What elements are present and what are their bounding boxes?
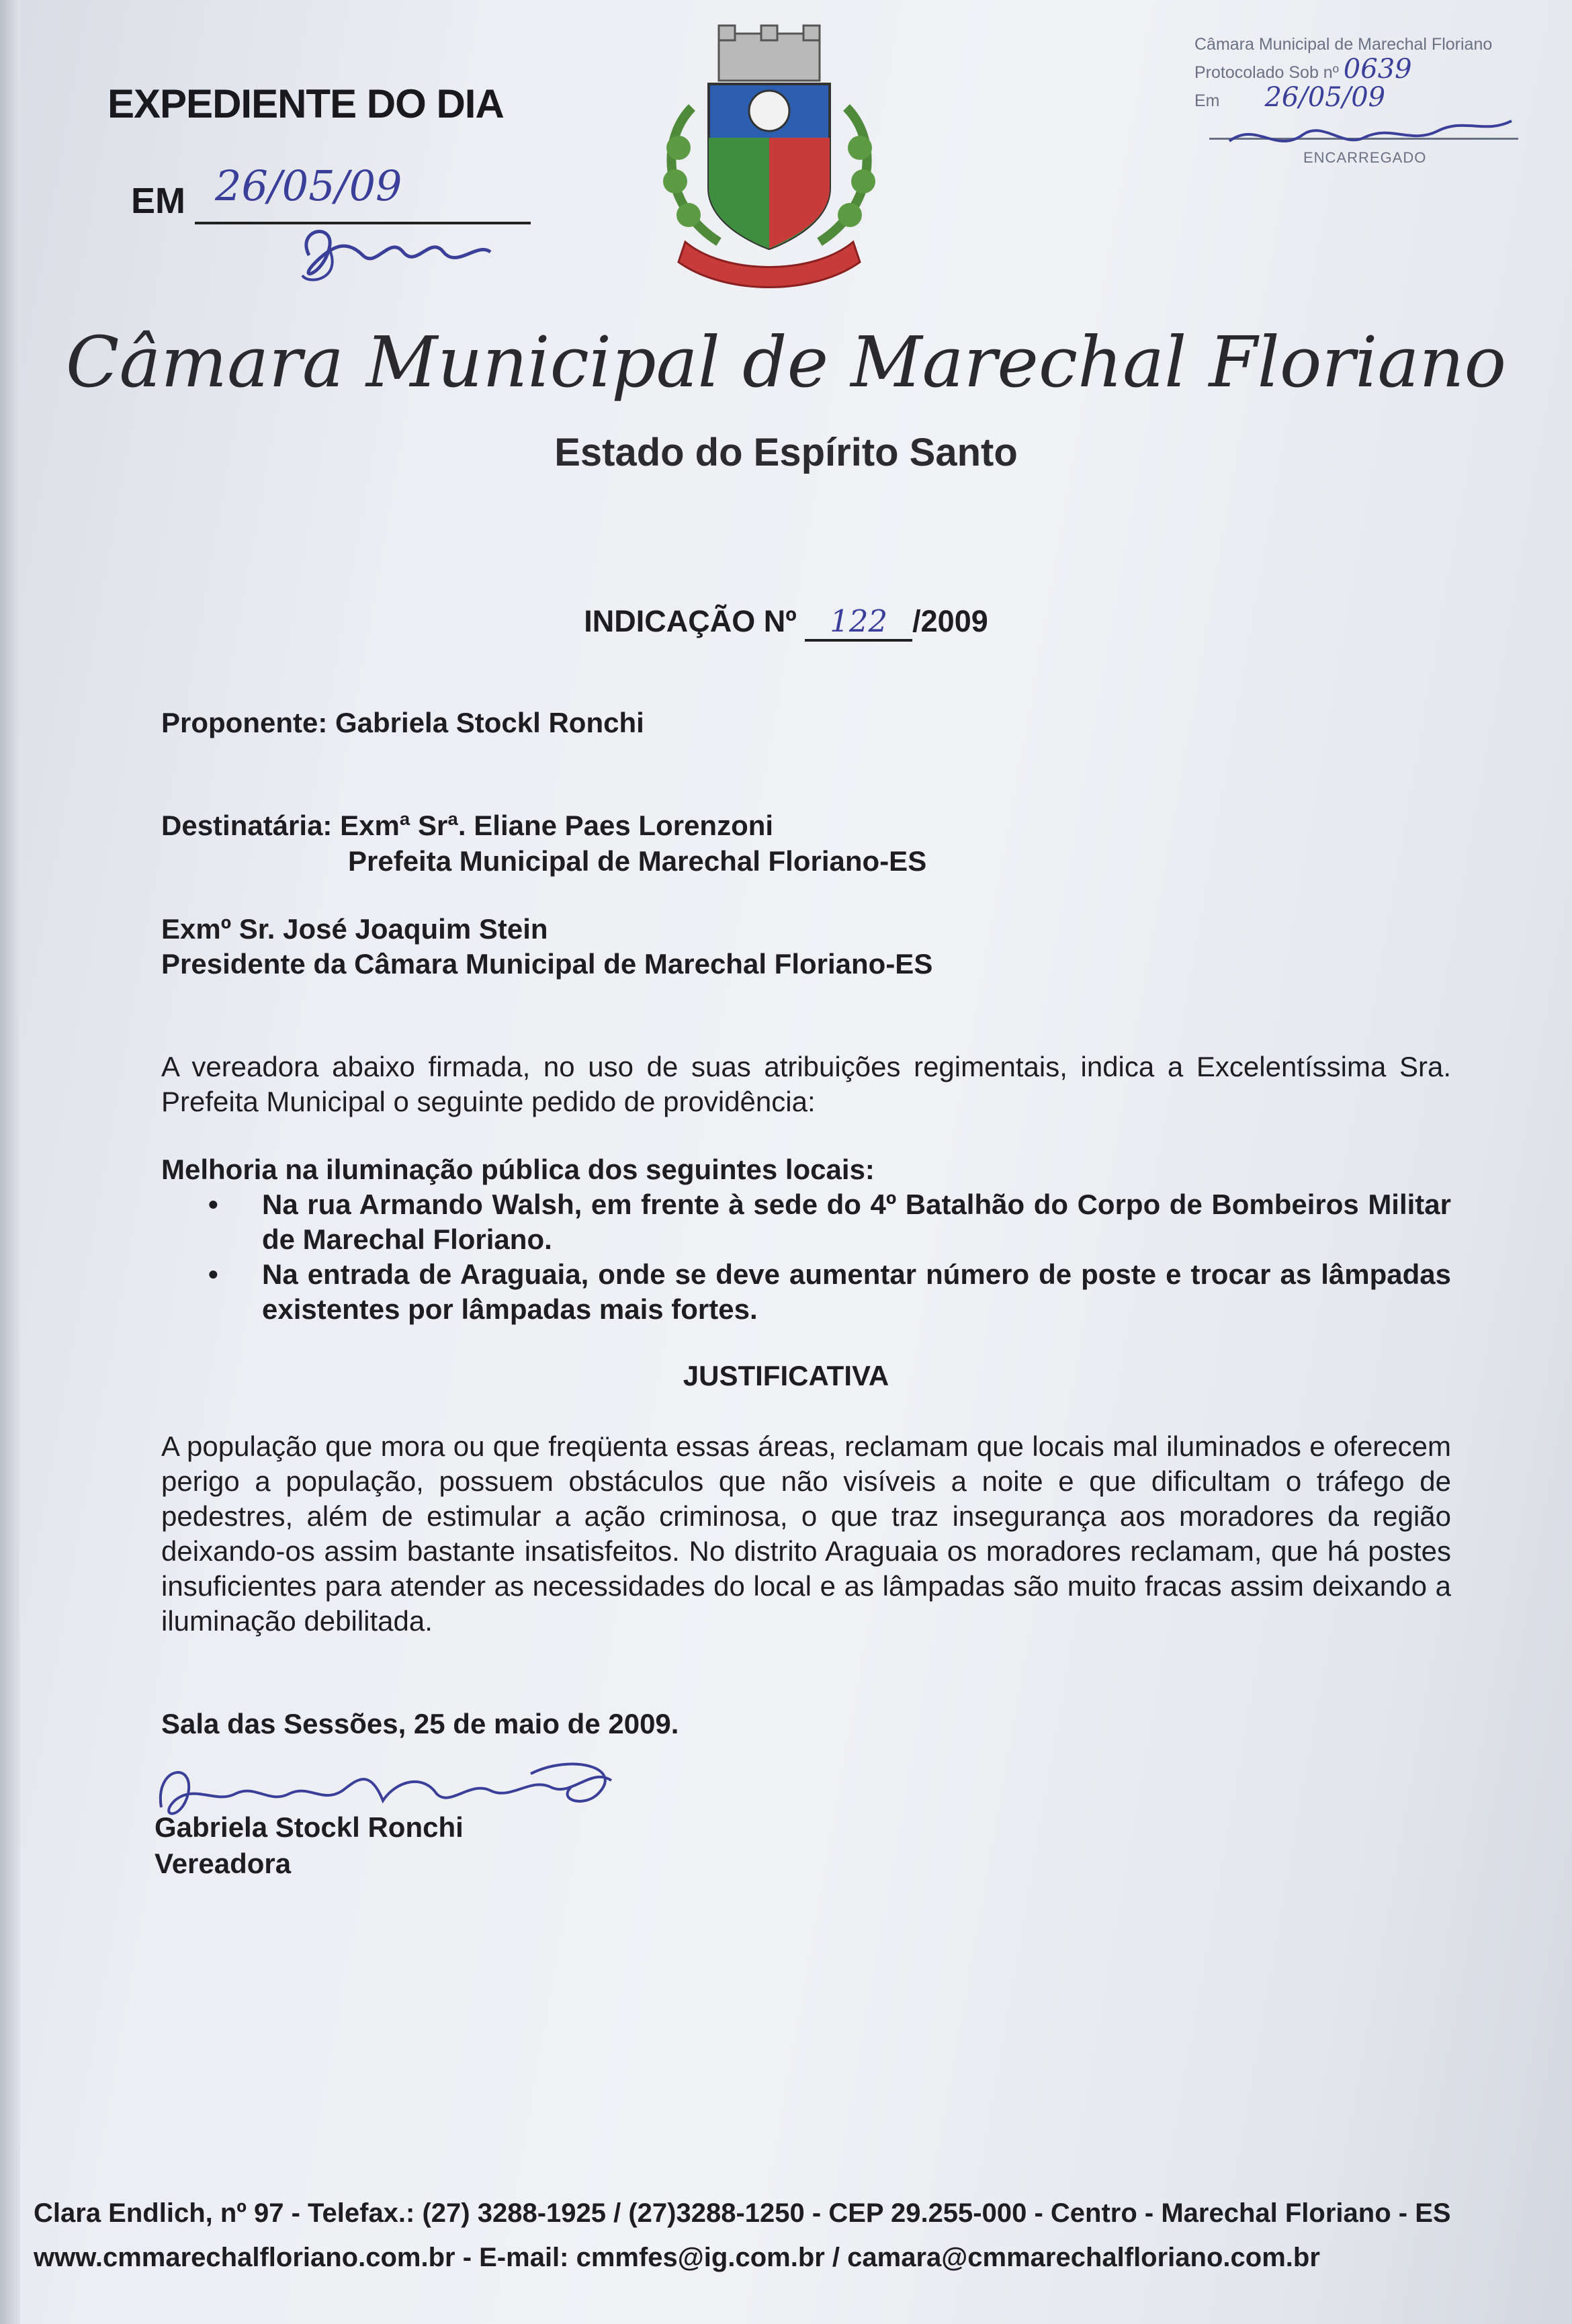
protocol-stamp-encarregado: ENCARREGADO bbox=[1303, 149, 1427, 166]
chamber-title: Câmara Municipal de Marechal Floriano bbox=[65, 321, 1507, 403]
melhoria-heading: Melhoria na iluminação pública dos seguintes locais: bbox=[161, 1154, 875, 1185]
state-subtitle: Estado do Espírito Santo bbox=[554, 431, 1018, 474]
signer-name: Gabriela Stockl Ronchi bbox=[155, 1811, 464, 1843]
signature-lettering: Gabriela Stockl Ronchi bbox=[181, 1804, 189, 1805]
footer-contacts: www.cmmarechalfloriano.com.br - E-mail: cmmfes@ig.com.br / camara@cmmarechalfloriano.com.br bbox=[34, 2243, 1320, 2272]
justificativa-heading: JUSTIFICATIVA bbox=[683, 1360, 889, 1391]
protocol-stamp bbox=[1194, 32, 1492, 114]
protocol-stamp-number: 0639 bbox=[1343, 54, 1412, 85]
indicacao-number: 122 bbox=[805, 603, 912, 642]
municipal-coat-of-arms-icon bbox=[645, 20, 893, 296]
indicacao-suffix: /2009 bbox=[912, 604, 988, 638]
proponente-line: Proponente: Gabriela Stockl Ronchi bbox=[161, 707, 644, 738]
indicacao-heading bbox=[0, 603, 1572, 642]
protocol-stamp-org: Câmara Municipal de Marechal Floriano bbox=[1194, 35, 1493, 54]
melhoria-item-1: • Na rua Armando Walsh, em frente à sede do 4º Batalhão do Corpo de Bombeiros Militar de Marechal Floriano. bbox=[161, 1187, 1451, 1257]
protocol-stamp-number-row bbox=[1194, 54, 1492, 85]
expediente-stamp-em-label: EM bbox=[131, 181, 185, 221]
protocol-stamp-date: 26/05/09 bbox=[1264, 82, 1386, 113]
expediente-initials-scribble bbox=[289, 215, 511, 289]
intro-paragraph: A vereadora abaixo firmada, no uso de suas atribuições regimentais, indica a Excelentíssima Sra. Prefeita Municipal o seguinte pedido de providência: bbox=[161, 1051, 1451, 1117]
session-place-date: Sala das Sessões, 25 de maio de 2009. bbox=[161, 1708, 679, 1739]
melhoria-item-2: • Na entrada de Araguaia, onde se deve aumentar número de poste e trocar as lâmpadas existentes por lâmpadas mais fortes. bbox=[161, 1257, 1451, 1327]
protocol-stamp-number-label: Protocolado Sob nº bbox=[1194, 63, 1339, 82]
expediente-handwritten-date: 26/05/09 bbox=[215, 161, 402, 210]
protocol-stamp-date-label: Em bbox=[1194, 91, 1220, 110]
presidente-role: Presidente da Câmara Municipal de Marechal Floriano-ES bbox=[161, 948, 933, 980]
melhoria-list bbox=[161, 1187, 1451, 1327]
destinataria-role: Prefeita Municipal de Marechal Floriano-ES bbox=[348, 845, 927, 877]
signer-role: Vereadora bbox=[155, 1848, 292, 1879]
expediente-stamp-title: EXPEDIENTE DO DIA bbox=[107, 81, 504, 126]
justificativa-paragraph: A população que mora ou que freqüenta essas áreas, reclamam que locais mal iluminados e oferecem perigo a população, possuem obstáculos que não visíveis a noite e que dificultam o tráfego de pedestres, além de estimular a ação criminosa, o que traz insegurança aos moradores da região deixando-os assim bastante insatisfeitos. No distrito Araguaia os moradores reclamam, que há postes insuficientes para atender as necessidades do local e as lâmpadas são muito fracas assim deixando a iluminação debilitada. bbox=[161, 1430, 1451, 1637]
indicacao-prefix: INDICAÇÃO Nº bbox=[584, 604, 797, 638]
presidente-name: Exmº Sr. José Joaquim Stein bbox=[161, 913, 548, 945]
footer-address: Clara Endlich, nº 97 - Telefax.: (27) 3288-1925 / (27)3288-1250 - CEP 29.255-000 - Centro - Marechal Floriano - ES bbox=[34, 2198, 1451, 2228]
destinataria-line: Destinatária: Exmª Srª. Eliane Paes Lorenzoni bbox=[161, 810, 774, 841]
